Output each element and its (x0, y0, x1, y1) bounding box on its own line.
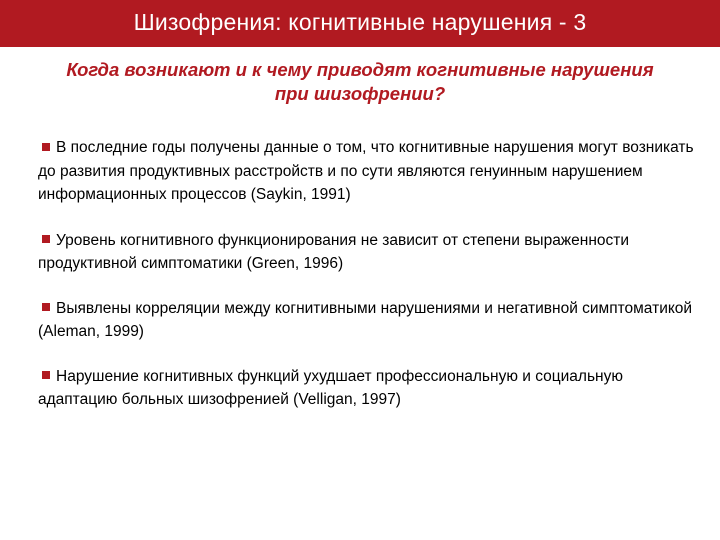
title-bar (0, 0, 720, 47)
slide-subtitle: Когда возникают и к чему приводят когнитивные нарушения при шизофрении? (66, 59, 654, 104)
bullet-item (38, 229, 698, 276)
bullet-item (38, 297, 698, 344)
bullet-list (38, 136, 698, 434)
square-bullet-icon (42, 235, 50, 243)
bullet-text: Нарушение когнитивных функций ухудшает профессиональную и социальную адаптацию больных шизофренией (Velligan, 1997) (38, 367, 623, 408)
bullet-item (38, 136, 698, 207)
square-bullet-icon (42, 303, 50, 311)
bullet-item (38, 365, 698, 412)
bullet-text: Уровень когнитивного функционирования не зависит от степени выраженности продуктивной симптоматики (Green, 1996) (38, 231, 630, 272)
bullet-text: В последние годы получены данные о том, что когнитивные нарушения могут возникать до развития продуктивных расстройств и по сути являются генуинным нарушением информационных процессов (Saykin, 1991) (38, 139, 694, 203)
slide-title: Шизофрения: когнитивные нарушения - 3 (133, 9, 587, 35)
square-bullet-icon (42, 371, 50, 379)
bullet-text: Выявлены корреляции между когнитивными нарушениями и негативной симптоматикой (Aleman, 1999) (38, 299, 693, 340)
square-bullet-icon (42, 143, 50, 151)
